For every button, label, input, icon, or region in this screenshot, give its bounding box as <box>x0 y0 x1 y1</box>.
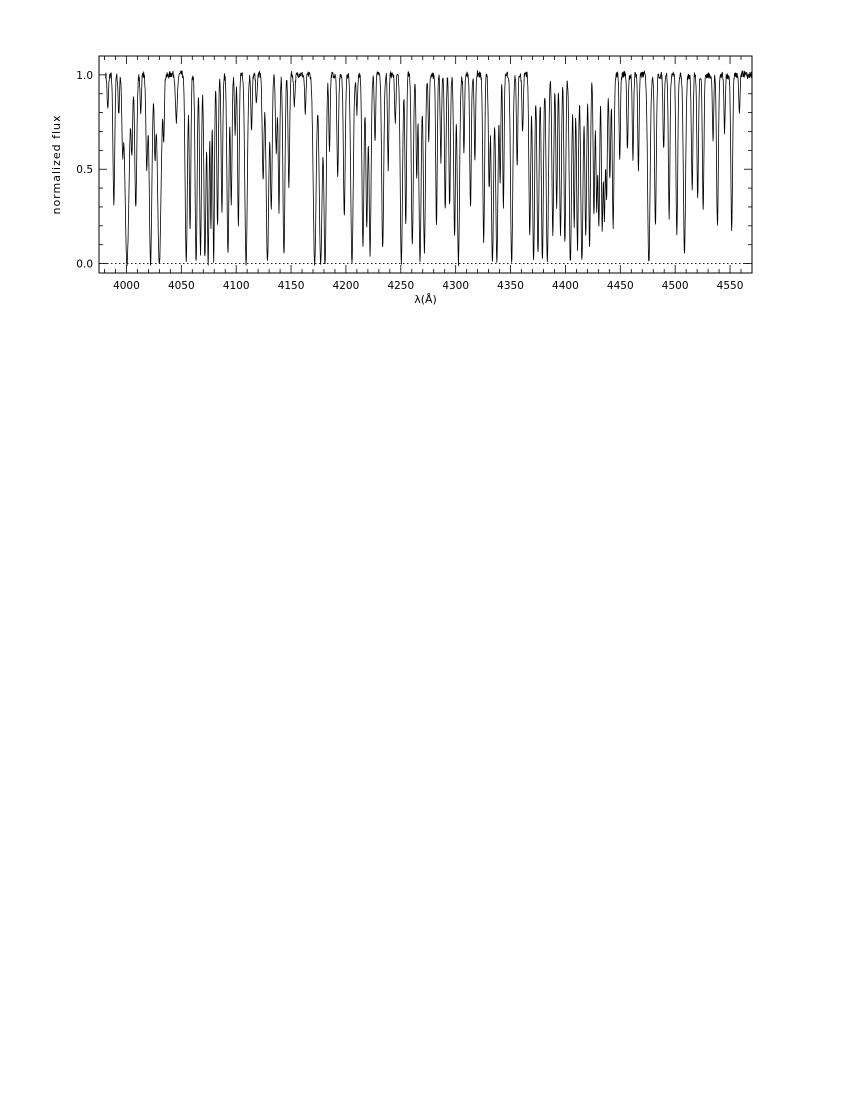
x-tick-label: 4500 <box>661 280 689 292</box>
x-tick-label: 4000 <box>113 280 140 292</box>
x-tick-label: 4050 <box>167 280 195 292</box>
x-tick-label: 4150 <box>277 280 305 292</box>
x-tick-label: 4400 <box>552 280 579 292</box>
y-tick-label: 0.0 <box>76 258 93 271</box>
x-tick-label: 4300 <box>442 280 470 292</box>
x-tick-label: 4450 <box>606 280 634 292</box>
x-tick-label: 4200 <box>332 280 360 292</box>
x-axis-title: λ(Å) <box>414 293 437 306</box>
x-tick-label: 4250 <box>387 280 415 292</box>
y-tick-label: 0.5 <box>76 164 93 177</box>
spectrum-series-line <box>106 71 752 266</box>
x-tick-label: 4100 <box>222 280 250 292</box>
y-tick-label: 1.0 <box>76 69 93 82</box>
x-tick-label: 4350 <box>497 280 524 292</box>
y-axis-title: normalized flux <box>50 114 63 215</box>
x-tick-label: 4550 <box>716 280 744 292</box>
